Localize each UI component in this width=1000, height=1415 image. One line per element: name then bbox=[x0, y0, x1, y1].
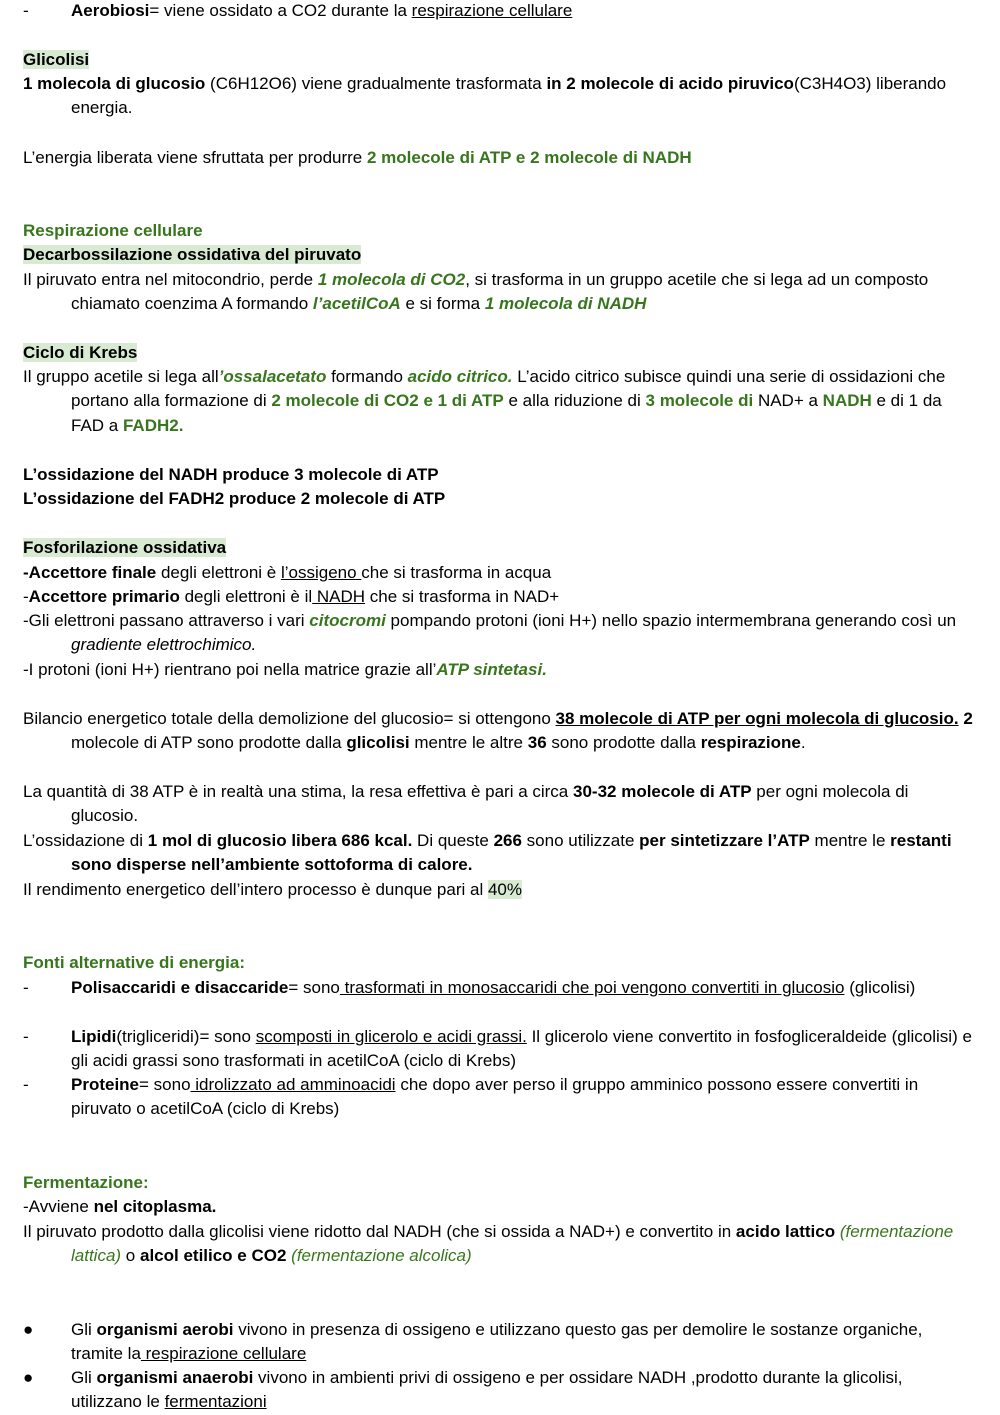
text: mentre le bbox=[809, 831, 891, 850]
fosfo-line-2 bbox=[23, 585, 978, 609]
aerobiosi-underlined: respirazione cellulare bbox=[411, 1, 573, 20]
text: e di 1 da FAD a bbox=[71, 391, 942, 435]
text-bold: acido lattico bbox=[735, 1222, 836, 1241]
text: Il rendimento energetico dell’intero processo è dunque pari al bbox=[23, 880, 488, 899]
text-bold: respirazione bbox=[700, 733, 801, 753]
text: L’ossidazione di bbox=[23, 831, 148, 850]
text-bold: organismi aerobi bbox=[96, 1320, 234, 1339]
text: Gli bbox=[71, 1320, 97, 1339]
text: degli elettroni è bbox=[156, 563, 281, 582]
text: che si trasforma in acqua bbox=[361, 563, 552, 582]
text-green-bold: FADH2. bbox=[122, 415, 184, 435]
text-bold: Accettore primario bbox=[28, 587, 180, 606]
aerobiosi-term: Aerobiosi bbox=[71, 1, 150, 20]
text-underlined: fermentazioni bbox=[164, 1392, 267, 1412]
text-underlined: trasformati in monosaccaridi che poi vengono convertiti in glucosio bbox=[339, 978, 845, 997]
text: - bbox=[23, 587, 29, 606]
fosfo-line-3 bbox=[23, 609, 978, 658]
ferm-paragraph bbox=[23, 1220, 978, 1269]
ferm-heading bbox=[23, 1171, 978, 1195]
fosfo-heading bbox=[23, 536, 978, 560]
text-green-bold: 3 molecole di bbox=[645, 391, 754, 411]
text: (C6H12O6) viene gradualmente trasformata bbox=[205, 74, 547, 93]
text: (C3H4O3) liberando energia. bbox=[71, 74, 947, 118]
text: che si trasforma in NAD+ bbox=[365, 587, 560, 606]
text-bold: glicolisi bbox=[346, 733, 410, 753]
text-bold: Polisaccaridi e disaccaride bbox=[71, 978, 289, 997]
text-italic: gradiente elettrochimico. bbox=[71, 635, 257, 655]
list-item bbox=[23, 1366, 978, 1415]
text-underlined: l’ossigeno bbox=[280, 563, 362, 582]
text: -I protoni (ioni H+) rientrano poi nella matrice grazie all’ bbox=[23, 660, 437, 679]
text-bold: Lipidi bbox=[71, 1027, 117, 1046]
decarb-paragraph bbox=[23, 268, 978, 317]
text-green-bold-italic: 1 molecola di NADH bbox=[484, 294, 647, 314]
text: che dopo aver perso il gruppo amminico possono essere convertiti in piruvato o acetilCoA (ciclo di Krebs) bbox=[71, 1075, 919, 1119]
text: formando bbox=[326, 367, 408, 386]
text-green-bold-italic: 1 molecola di CO2 bbox=[317, 270, 466, 289]
text: molecole di ATP sono prodotte dalla bbox=[71, 733, 347, 753]
krebs-title: Ciclo di Krebs bbox=[23, 343, 138, 362]
aerobiosi-item bbox=[23, 0, 978, 23]
nadh-line: L’ossidazione del NADH produce 3 molecole di ATP bbox=[23, 465, 439, 484]
list-item bbox=[23, 976, 978, 1000]
text-bold: 266 bbox=[493, 831, 522, 850]
krebs-paragraph bbox=[23, 365, 978, 438]
text: La quantità di 38 ATP è in realtà una stima, la resa effettiva è pari a circa bbox=[23, 782, 573, 801]
text-green-bold-italic: citocromi bbox=[309, 611, 386, 630]
glicolisi-title: Glicolisi bbox=[23, 50, 90, 69]
text-bold-underlined: 38 molecole di ATP per ogni molecola di glucosio. bbox=[555, 709, 959, 728]
text: , si trasforma in un gruppo acetile che si lega ad un composto chiamato coenzima A formando bbox=[71, 270, 929, 314]
text: NAD+ a bbox=[753, 391, 823, 411]
text: -Gli elettroni passano attraverso i vari bbox=[23, 611, 310, 630]
fonti-heading bbox=[23, 951, 978, 975]
text-bold: per sintetizzare l’ATP bbox=[639, 831, 810, 850]
text: e alla riduzione di bbox=[503, 391, 646, 411]
text-underlined: idrolizzato ad amminoacidi bbox=[190, 1075, 396, 1094]
text: Il piruvato prodotto dalla glicolisi viene ridotto dal NADH (che si ossida a NAD+) e convertito in bbox=[23, 1222, 736, 1241]
text-green-bold-italic: ATP sintetasi. bbox=[436, 660, 547, 679]
text: = sono bbox=[139, 1075, 191, 1094]
text-green-bold-italic: l’acetilCoA bbox=[312, 294, 401, 314]
krebs-heading bbox=[23, 341, 978, 365]
text: Il glicerolo viene convertito in fosfogliceraldeide (glicolisi) e gli acidi grassi sono trasformati in acetilCoA (ciclo di Krebs) bbox=[71, 1027, 972, 1071]
text-bold: organismi anaerobi bbox=[96, 1368, 254, 1387]
text-bold: 1 molecola di glucosio bbox=[23, 74, 206, 93]
rendimento-line bbox=[23, 878, 978, 902]
text-green-bold: NADH bbox=[822, 391, 872, 411]
text: sono utilizzate bbox=[521, 831, 640, 850]
decarb-title: Decarbossilazione ossidativa del piruvato bbox=[23, 245, 362, 264]
text: (trigliceridi)= sono bbox=[116, 1027, 256, 1046]
bilancio-paragraph bbox=[23, 707, 978, 756]
respirazione-title: Respirazione cellulare bbox=[23, 221, 203, 240]
text-bold: restanti sono disperse nell’ambiente sottoforma di calore. bbox=[71, 831, 952, 875]
text-bold: - bbox=[23, 563, 29, 582]
fosfo-title: Fosforilazione ossidativa bbox=[23, 538, 227, 557]
text-bold: in 2 molecole di acido piruvico bbox=[546, 74, 794, 93]
text: o bbox=[121, 1246, 140, 1266]
text: . bbox=[800, 733, 806, 753]
text-green-bold-italic: ’ossalacetato bbox=[218, 367, 327, 386]
text: L’acido citrico subisce quindi una serie di ossidazioni che portano alla formazione di bbox=[71, 367, 946, 411]
text-underlined: respirazione cellulare bbox=[140, 1344, 307, 1364]
text-bold: 2 bbox=[958, 709, 973, 728]
text: e si forma bbox=[400, 294, 485, 314]
text: per ogni molecola di glucosio. bbox=[71, 782, 909, 826]
bullet-mark: ● bbox=[23, 1368, 34, 1387]
fonti-title: Fonti alternative di energia: bbox=[23, 953, 245, 972]
text-green-italic: (fermentazione alcolica) bbox=[286, 1246, 472, 1266]
text-bold: 36 bbox=[527, 733, 547, 753]
ossidazione-paragraph bbox=[23, 829, 978, 878]
text-underlined: scomposti in glicerolo e acidi grassi. bbox=[255, 1027, 527, 1046]
aerobiosi-text: = viene ossidato a CO2 durante la bbox=[149, 1, 412, 20]
glicolisi-heading bbox=[23, 48, 978, 72]
decarb-heading bbox=[23, 243, 978, 267]
text-bold: Accettore finale bbox=[28, 563, 157, 582]
text: Bilancio energetico totale della demolizione del glucosio= si ottengono bbox=[23, 709, 556, 728]
text-green-bold-italic: acido citrico. bbox=[407, 367, 513, 386]
text: Gli bbox=[71, 1368, 97, 1387]
text-bold: alcol etilico e CO2 bbox=[139, 1246, 287, 1266]
list-item bbox=[23, 1073, 978, 1122]
ferm-title: Fermentazione: bbox=[23, 1173, 149, 1192]
fosfo-line-4 bbox=[23, 658, 978, 682]
text: (glicolisi) bbox=[844, 978, 916, 997]
text-bold: 1 mol di glucosio libera 686 kcal. bbox=[147, 831, 413, 850]
bullet-mark: ● bbox=[23, 1320, 34, 1339]
list-dash: - bbox=[23, 978, 29, 997]
text-underlined: NADH bbox=[312, 587, 366, 606]
text: Di queste bbox=[412, 831, 494, 850]
text: mentre le altre bbox=[409, 733, 528, 753]
glicolisi-paragraph bbox=[23, 72, 978, 121]
text-green-bold: 2 molecole di CO2 e 1 di ATP bbox=[271, 391, 504, 411]
text: Il gruppo acetile si lega all bbox=[23, 367, 219, 386]
ferm-line-1 bbox=[23, 1195, 978, 1219]
list-item bbox=[23, 1318, 978, 1367]
text: sono prodotte dalla bbox=[546, 733, 701, 753]
list-dash: - bbox=[23, 1, 29, 20]
respirazione-heading bbox=[23, 219, 978, 243]
list-dash: - bbox=[23, 1075, 29, 1094]
quantita-paragraph bbox=[23, 780, 978, 829]
text-highlighted: 40% bbox=[487, 880, 522, 899]
text-bold: nel citoplasma. bbox=[93, 1197, 217, 1216]
list-dash: - bbox=[23, 1027, 29, 1046]
text: -Avviene bbox=[23, 1197, 94, 1216]
text-bold: Proteine bbox=[71, 1075, 140, 1094]
text: Il piruvato entra nel mitocondrio, perde bbox=[23, 270, 318, 289]
text-green-bold: 2 molecole di ATP e 2 molecole di NADH bbox=[366, 148, 692, 167]
text: vivono in presenza di ossigeno e utilizzano questo gas per demolire le sostanze organiche, tramite la bbox=[71, 1320, 923, 1364]
text: = sono bbox=[288, 978, 340, 997]
text: vivono in ambienti privi di ossigeno e per ossidare NADH ,prodotto durante la glicolisi, utilizzano le bbox=[71, 1368, 903, 1412]
glicolisi-energy-paragraph bbox=[23, 146, 978, 170]
text: degli elettroni è il bbox=[179, 587, 313, 606]
text: L’energia liberata viene sfruttata per produrre bbox=[23, 148, 367, 167]
list-item bbox=[23, 1025, 978, 1074]
text-bold: 30-32 molecole di ATP bbox=[573, 782, 752, 801]
text-green-italic: (fermentazione lattica) bbox=[71, 1222, 954, 1266]
text: pompando protoni (ioni H+) nello spazio intermembrana generando così un bbox=[385, 611, 957, 630]
fadh-line: L’ossidazione del FADH2 produce 2 molecole di ATP bbox=[23, 489, 446, 508]
fosfo-line-1 bbox=[23, 561, 978, 585]
